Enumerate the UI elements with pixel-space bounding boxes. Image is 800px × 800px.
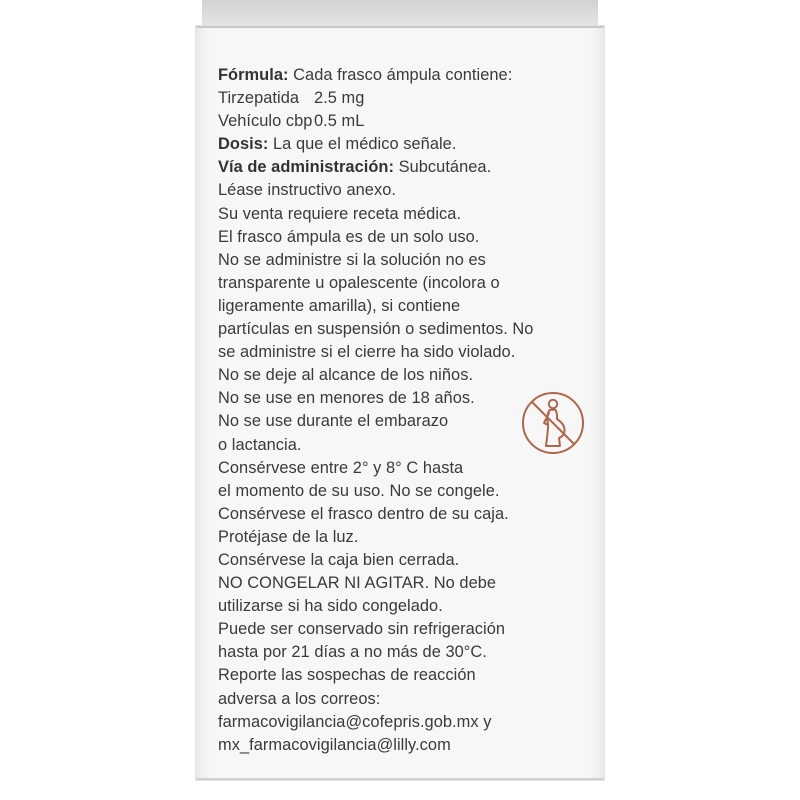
text-line: No se deje al alcance de los niños. [218,366,474,385]
text-line: hasta por 21 días a no más de 30°C. [218,643,487,662]
ingredient-line [218,87,590,110]
text-line: NO CONGELAR NI AGITAR. No debe [218,574,497,593]
text-line: Consérvese el frasco dentro de su caja. [218,504,509,523]
text-line: o lactancia. [218,435,302,454]
via-text: Subcutánea. [393,158,492,177]
text-line: transparente u opalescente (incolora o [218,273,500,292]
text-line: Su venta requiere receta médica. [218,204,462,223]
text-line: No se use durante el embarazo [218,412,449,431]
ingredient-amount: 2.5 mg [314,89,365,108]
carton-side-panel [196,26,604,780]
text-line: se administre si el cierre ha sido violado. [218,343,516,362]
no-pregnancy-icon [520,390,586,456]
ingredient-line [218,110,590,133]
formula-label: Fórmula: [218,66,289,84]
text-line: No se administre si la solución no es [218,250,486,269]
formula-line [218,64,590,87]
text-line: El frasco ámpula es de un solo uso. [218,227,480,246]
ingredient-amount: 0.5 mL [314,112,365,131]
text-line: Protéjase de la luz. [218,527,359,546]
dosis-text: La que el médico señale. [268,135,457,154]
ingredient-name: Vehículo cbp [218,112,313,131]
dosis-line [218,133,590,156]
text-line: Reporte las sospechas de reacción [218,666,476,685]
text-line: Consérvese entre 2° y 8° C hasta [218,458,464,477]
text-line: Léase instructivo anexo. [218,181,396,200]
via-line [218,156,590,179]
text-line: utilizarse si ha sido congelado. [218,597,443,616]
carton-lid [202,0,598,26]
text-line: No se use en menores de 18 años. [218,389,475,408]
text-line: partículas en suspensión o sedimentos. No [218,320,534,339]
text-line: ligeramente amarilla), si contiene [218,296,461,315]
text-line: Consérvese la caja bien cerrada. [218,550,460,569]
text-line: mx_farmacovigilancia@lilly.com [218,735,451,754]
via-label: Vía de administración: [218,158,394,177]
text-line: adversa a los correos: [218,689,381,708]
ingredient-name: Tirzepatida [218,89,300,108]
dosis-label: Dosis: [218,135,269,154]
text-line: el momento de su uso. No se congele. [218,481,500,500]
text-line: Puede ser conservado sin refrigeración [218,620,506,639]
text-line: farmacovigilancia@cofepris.gob.mx y [218,712,492,731]
formula-text: Cada frasco ámpula contiene: [288,66,513,84]
